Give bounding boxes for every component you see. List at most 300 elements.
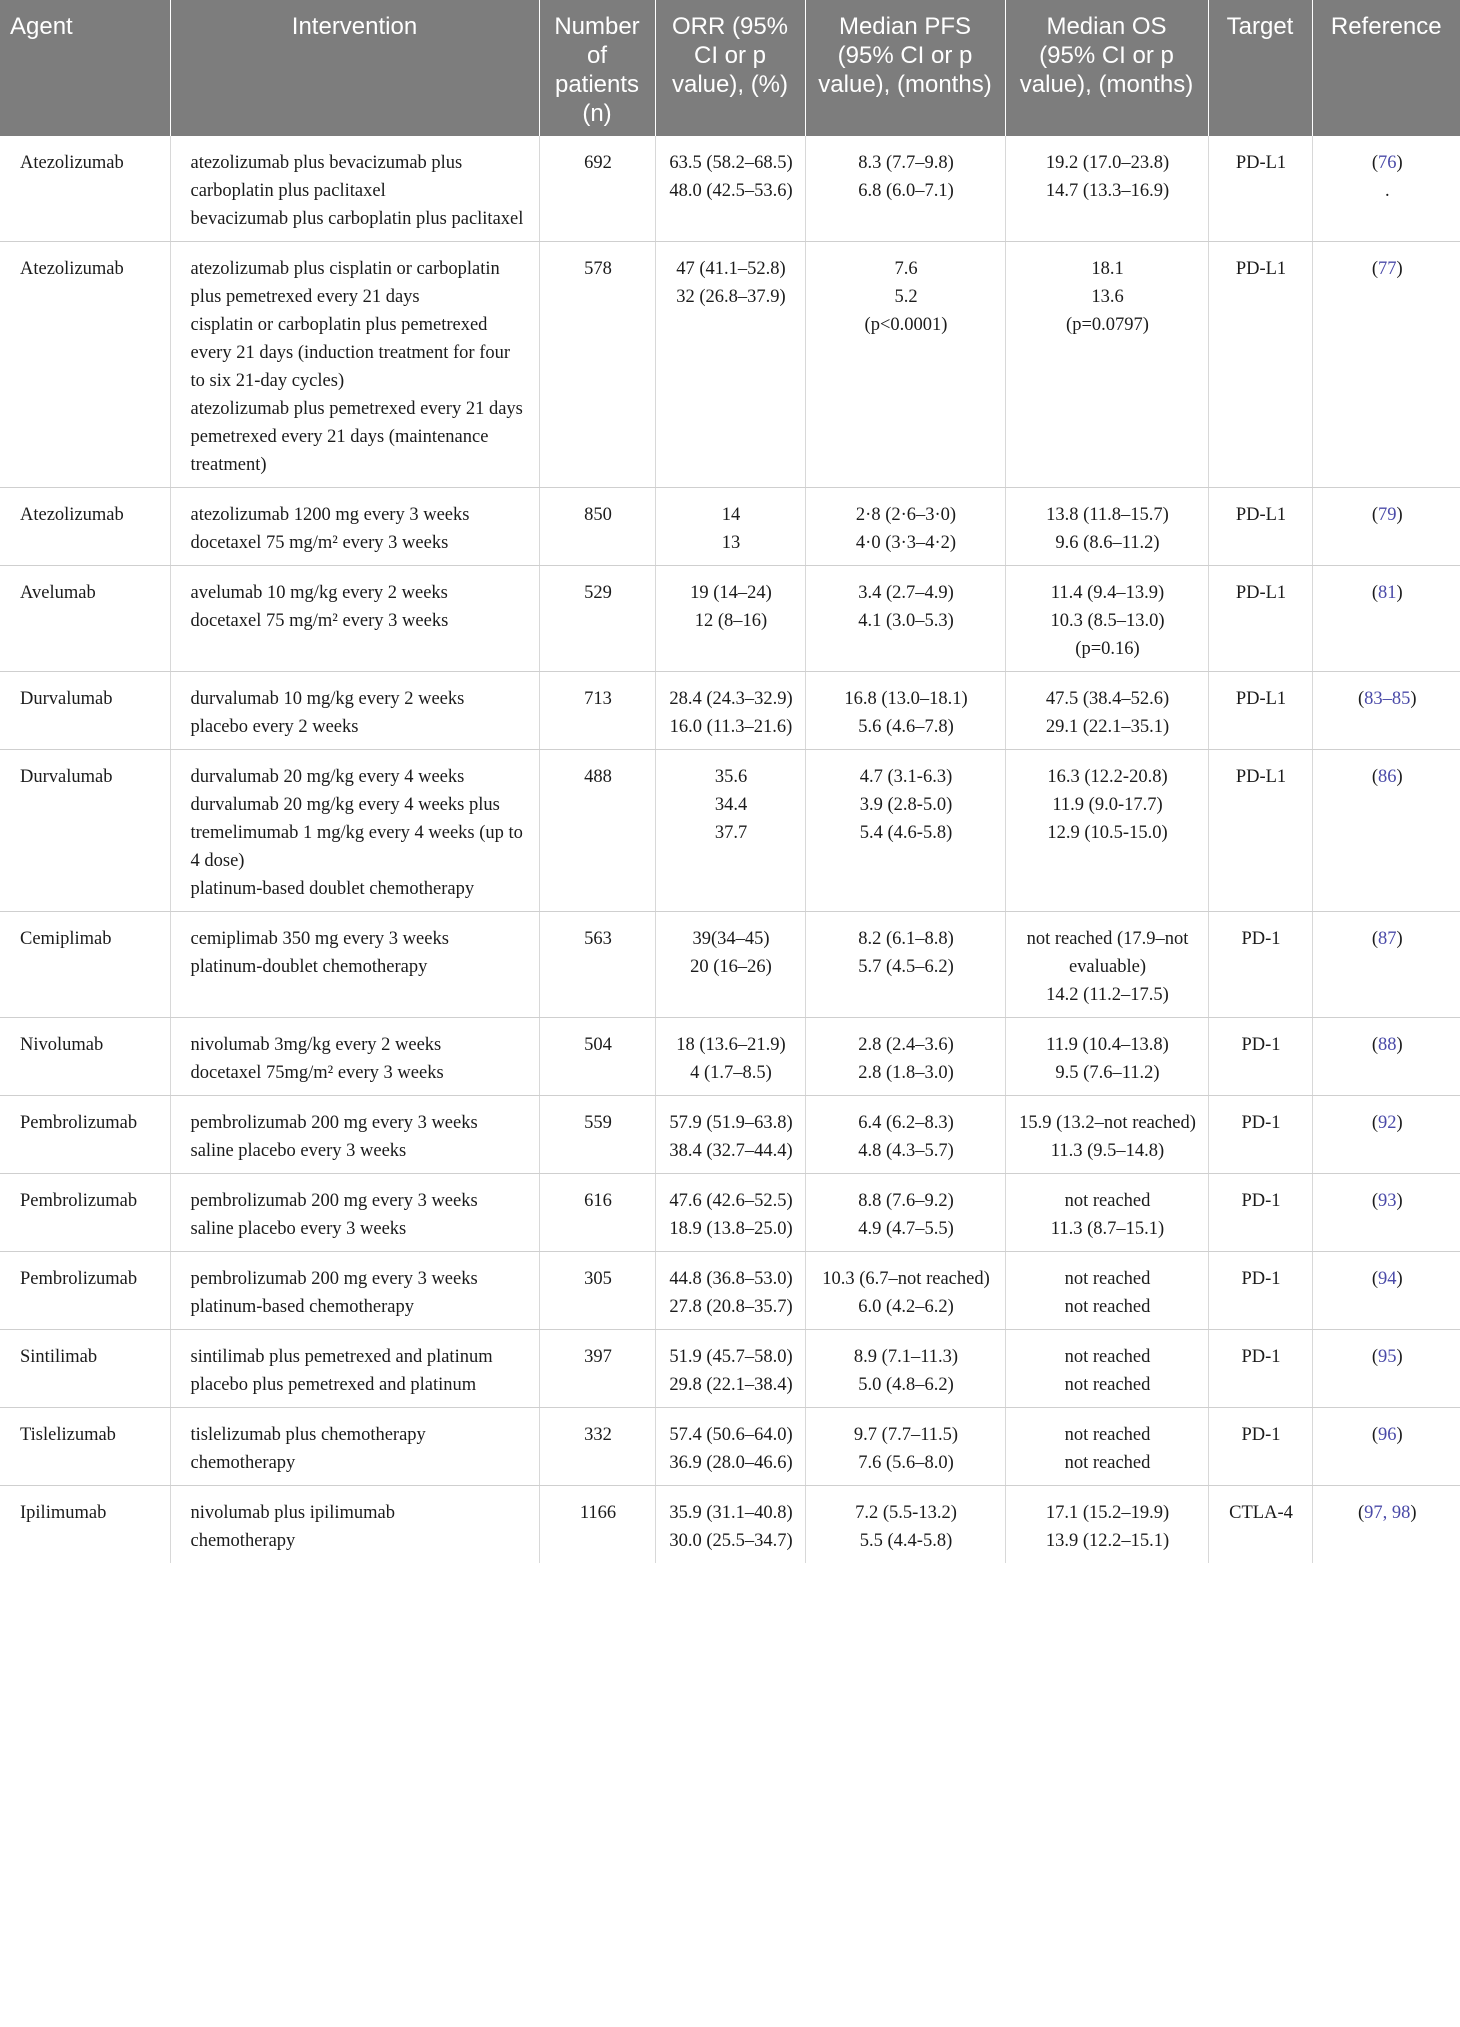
patients-count: 578 (584, 259, 612, 279)
patients-count: 1166 (579, 1503, 617, 1523)
os-line: 11.9 (10.4–13.8) (1046, 1035, 1169, 1055)
pfs-line: 2·8 (2·6–3·0) (855, 505, 957, 525)
reference-citation[interactable] (1325, 1265, 1451, 1293)
os-line: 13.8 (11.8–15.7) (1046, 505, 1169, 525)
reference-link: 93 (1378, 1191, 1397, 1211)
intervention-line: platinum-based chemotherapy (190, 1297, 414, 1317)
agent-cell (0, 136, 170, 242)
reference-link: 92 (1378, 1113, 1397, 1133)
os-line: 11.4 (9.4–13.9) (1050, 583, 1165, 603)
reference-open-paren: ( (1371, 929, 1378, 949)
pfs-cell (805, 750, 1005, 912)
os-cell (1005, 1018, 1208, 1096)
intervention-line: pembrolizumab 200 mg every 3 weeks (190, 1269, 478, 1289)
reference-link: 77 (1378, 259, 1397, 279)
reference-open-paren: ( (1371, 583, 1378, 603)
reference-open-paren: ( (1371, 767, 1378, 787)
orr-cell (655, 1408, 805, 1486)
pfs-line: 5.5 (4.4-5.8) (859, 1531, 953, 1551)
patients-count: 305 (584, 1269, 612, 1289)
os-line: (p=0.0797) (1066, 315, 1149, 335)
os-line: not reached (1064, 1453, 1151, 1473)
intervention-line: avelumab 10 mg/kg every 2 weeks (190, 583, 448, 603)
reference-close-paren: ) (1396, 259, 1403, 279)
reference-open-paren: ( (1371, 1035, 1378, 1055)
pfs-line: 2.8 (1.8–3.0) (858, 1063, 954, 1083)
orr-line: 19 (14–24) (690, 583, 772, 603)
intervention-cell (170, 488, 539, 566)
target-cell (1208, 488, 1312, 566)
intervention-line: pembrolizumab 200 mg every 3 weeks (190, 1191, 478, 1211)
reference-extra: . (1384, 181, 1390, 201)
reference-open-paren: ( (1371, 1425, 1378, 1445)
agent-name: Sintilimab (20, 1347, 98, 1367)
os-line: 16.3 (12.2-20.8) (1047, 767, 1168, 787)
pfs-line: 4.1 (3.0–5.3) (858, 611, 954, 631)
pfs-line: 9.7 (7.7–11.5) (853, 1425, 959, 1445)
orr-line: 51.9 (45.7–58.0) (669, 1347, 793, 1367)
patients-count: 850 (584, 505, 612, 525)
table-row (0, 1018, 1460, 1096)
intervention-line: docetaxel 75 mg/m² every 3 weeks (190, 611, 449, 631)
pfs-cell (805, 1096, 1005, 1174)
intervention-line: atezolizumab plus pemetrexed every 21 days (190, 399, 523, 419)
os-line: 17.1 (15.2–19.9) (1045, 1503, 1170, 1523)
pfs-cell (805, 1174, 1005, 1252)
patients-count: 397 (584, 1347, 612, 1367)
target-value: PD-1 (1241, 1269, 1281, 1289)
os-cell (1005, 912, 1208, 1018)
orr-line: 38.4 (32.7–44.4) (669, 1141, 793, 1161)
patients-cell (539, 1252, 655, 1330)
header-pfs: Median PFS (95% CI or p value), (months) (805, 0, 1005, 136)
table-row (0, 750, 1460, 912)
target-cell (1208, 136, 1312, 242)
os-cell (1005, 1096, 1208, 1174)
orr-cell (655, 1252, 805, 1330)
agent-name: Atezolizumab (20, 259, 124, 279)
pfs-line: 8.8 (7.6–9.2) (858, 1191, 954, 1211)
agent-name: Ipilimumab (20, 1503, 107, 1523)
reference-link: 83–85 (1364, 689, 1411, 709)
reference-link: 86 (1378, 767, 1397, 787)
reference-link: 95 (1378, 1347, 1397, 1367)
intervention-cell (170, 136, 539, 242)
agent-cell (0, 750, 170, 912)
orr-cell (655, 1486, 805, 1564)
intervention-cell (170, 1174, 539, 1252)
target-value: PD-L1 (1235, 689, 1287, 709)
orr-cell (655, 488, 805, 566)
reference-citation[interactable] (1325, 1343, 1451, 1371)
intervention-line: platinum-doublet chemotherapy (190, 957, 428, 977)
target-cell (1208, 1252, 1312, 1330)
pfs-line: (p<0.0001) (864, 315, 948, 335)
reference-open-paren: ( (1371, 1269, 1378, 1289)
intervention-line: atezolizumab plus bevacizumab plus carboplatin plus paclitaxel (190, 153, 463, 201)
reference-citation[interactable] (1325, 1187, 1451, 1215)
intervention-cell (170, 1018, 539, 1096)
reference-citation[interactable] (1325, 255, 1451, 283)
os-line: not reached (17.9–not evaluable) (1026, 929, 1189, 977)
intervention-line: chemotherapy (190, 1453, 296, 1473)
table-row (0, 1174, 1460, 1252)
reference-open-paren: ( (1371, 259, 1378, 279)
target-cell (1208, 1330, 1312, 1408)
orr-line: 12 (8–16) (694, 611, 768, 631)
agent-name: Durvalumab (20, 689, 113, 709)
target-value: PD-L1 (1235, 153, 1287, 173)
reference-cell (1312, 1330, 1460, 1408)
orr-line: 14 (721, 505, 741, 525)
os-line: 9.5 (7.6–11.2) (1055, 1063, 1160, 1083)
pfs-cell (805, 242, 1005, 488)
pfs-cell (805, 1330, 1005, 1408)
target-value: PD-1 (1241, 1113, 1281, 1133)
agent-cell (0, 1330, 170, 1408)
os-line: 11.9 (9.0-17.7) (1052, 795, 1163, 815)
target-cell (1208, 566, 1312, 672)
orr-line: 34.4 (714, 795, 748, 815)
orr-cell (655, 912, 805, 1018)
reference-cell (1312, 242, 1460, 488)
pfs-line: 3.9 (2.8-5.0) (859, 795, 953, 815)
intervention-cell (170, 912, 539, 1018)
os-line: 12.9 (10.5-15.0) (1047, 823, 1168, 843)
agent-cell (0, 242, 170, 488)
patients-count: 529 (584, 583, 612, 603)
intervention-line: cemiplimab 350 mg every 3 weeks (190, 929, 449, 949)
orr-line: 18.9 (13.8–25.0) (669, 1219, 793, 1239)
agent-cell (0, 488, 170, 566)
patients-cell (539, 136, 655, 242)
table-row (0, 912, 1460, 1018)
patients-cell (539, 1174, 655, 1252)
patients-count: 692 (584, 153, 612, 173)
intervention-line: placebo plus pemetrexed and platinum (190, 1375, 477, 1395)
orr-line: 20 (16–26) (690, 957, 772, 977)
pfs-cell (805, 1486, 1005, 1564)
reference-cell (1312, 488, 1460, 566)
pfs-line: 4.7 (3.1-6.3) (859, 767, 953, 787)
orr-line: 47.6 (42.6–52.5) (669, 1191, 793, 1211)
reference-open-paren: ( (1371, 1347, 1378, 1367)
reference-citation[interactable] (1325, 1109, 1451, 1137)
os-cell (1005, 1174, 1208, 1252)
orr-line: 4 (1.7–8.5) (690, 1063, 772, 1083)
reference-cell (1312, 1096, 1460, 1174)
header-patients: Number of patients (n) (539, 0, 655, 136)
reference-citation[interactable] (1325, 1421, 1451, 1449)
agent-name: Pembrolizumab (20, 1191, 138, 1211)
reference-citation[interactable] (1325, 501, 1451, 529)
os-line: not reached (1064, 1297, 1151, 1317)
orr-cell (655, 566, 805, 672)
pfs-line: 8.2 (6.1–8.8) (858, 929, 954, 949)
intervention-line: saline placebo every 3 weeks (190, 1219, 407, 1239)
patients-cell (539, 488, 655, 566)
patients-cell (539, 1330, 655, 1408)
pfs-cell (805, 566, 1005, 672)
pfs-line: 7.6 (894, 259, 918, 279)
reference-cell (1312, 912, 1460, 1018)
reference-citation[interactable] (1325, 149, 1451, 177)
target-cell (1208, 1096, 1312, 1174)
os-cell (1005, 1408, 1208, 1486)
os-cell (1005, 136, 1208, 242)
target-cell (1208, 242, 1312, 488)
agent-name: Durvalumab (20, 767, 113, 787)
os-line: 18.1 (1091, 259, 1124, 279)
reference-cell (1312, 1174, 1460, 1252)
intervention-cell (170, 566, 539, 672)
header-reference: Reference (1312, 0, 1460, 136)
pfs-line: 7.6 (5.6–8.0) (858, 1453, 954, 1473)
pfs-line: 10.3 (6.7–not reached) (822, 1269, 990, 1289)
table-row (0, 1252, 1460, 1330)
orr-line: 27.8 (20.8–35.7) (669, 1297, 793, 1317)
os-line: 14.7 (13.3–16.9) (1045, 181, 1170, 201)
table-row (0, 488, 1460, 566)
patients-count: 332 (584, 1425, 612, 1445)
patients-cell (539, 750, 655, 912)
os-cell (1005, 566, 1208, 672)
reference-close-paren: ) (1396, 1113, 1403, 1133)
target-cell (1208, 1174, 1312, 1252)
agent-name: Atezolizumab (20, 153, 124, 173)
patients-cell (539, 1018, 655, 1096)
reference-cell (1312, 136, 1460, 242)
reference-link: 87 (1378, 929, 1397, 949)
os-line: not reached (1064, 1347, 1151, 1367)
reference-link: 96 (1378, 1425, 1397, 1445)
pfs-line: 5.7 (4.5–6.2) (858, 957, 954, 977)
intervention-line: nivolumab 3mg/kg every 2 weeks (190, 1035, 442, 1055)
patients-count: 713 (584, 689, 612, 709)
intervention-line: atezolizumab plus cisplatin or carboplatin plus pemetrexed every 21 days (190, 259, 500, 307)
pfs-line: 6.0 (4.2–6.2) (858, 1297, 954, 1317)
reference-link: 88 (1378, 1035, 1397, 1055)
reference-open-paren: ( (1357, 689, 1365, 709)
patients-cell (539, 1486, 655, 1564)
pfs-line: 4.8 (4.3–5.7) (858, 1141, 954, 1161)
reference-cell (1312, 566, 1460, 672)
patients-cell (539, 1096, 655, 1174)
intervention-cell (170, 1408, 539, 1486)
target-cell (1208, 750, 1312, 912)
intervention-line: durvalumab 10 mg/kg every 2 weeks (190, 689, 465, 709)
reference-link: 94 (1378, 1269, 1397, 1289)
pfs-line: 5.4 (4.6-5.8) (859, 823, 953, 843)
table-header (0, 0, 1460, 136)
intervention-line: platinum-based doublet chemotherapy (190, 879, 475, 899)
os-line: not reached (1064, 1425, 1151, 1445)
os-cell (1005, 488, 1208, 566)
agent-cell (0, 1408, 170, 1486)
target-value: PD-1 (1241, 1191, 1281, 1211)
reference-close-paren: ) (1410, 1503, 1417, 1523)
agent-cell (0, 1096, 170, 1174)
intervention-cell (170, 1486, 539, 1564)
patients-cell (539, 566, 655, 672)
os-line: (p=0.16) (1075, 639, 1140, 659)
reference-citation[interactable] (1325, 1031, 1451, 1059)
target-cell (1208, 1018, 1312, 1096)
pfs-cell (805, 672, 1005, 750)
pfs-line: 4.9 (4.7–5.5) (858, 1219, 954, 1239)
table-row (0, 672, 1460, 750)
patients-count: 563 (584, 929, 612, 949)
reference-cell (1312, 1018, 1460, 1096)
intervention-line: sintilimab plus pemetrexed and platinum (190, 1347, 493, 1367)
intervention-line: durvalumab 20 mg/kg every 4 weeks plus tremelimumab 1 mg/kg every 4 weeks (up to 4 dose) (190, 795, 523, 871)
intervention-cell (170, 1252, 539, 1330)
agent-cell (0, 912, 170, 1018)
pfs-line: 6.8 (6.0–7.1) (858, 181, 954, 201)
pfs-cell (805, 912, 1005, 1018)
table-row (0, 1096, 1460, 1174)
table-row (0, 1408, 1460, 1486)
orr-line: 37.7 (714, 823, 748, 843)
pfs-line: 16.8 (13.0–18.1) (844, 689, 968, 709)
os-cell (1005, 1486, 1208, 1564)
reference-citation[interactable] (1325, 685, 1451, 713)
orr-line: 63.5 (58.2–68.5) (669, 153, 793, 173)
reference-close-paren: ) (1410, 689, 1417, 709)
intervention-line: pemetrexed every 21 days (maintenance treatment) (190, 427, 489, 475)
intervention-cell (170, 1330, 539, 1408)
intervention-line: cisplatin or carboplatin plus pemetrexed every 21 days (induction treatment for four to six 21-day cycles) (190, 315, 511, 391)
reference-link: 79 (1378, 505, 1397, 525)
agent-name: Cemiplimab (20, 929, 112, 949)
reference-link: 76 (1378, 153, 1397, 173)
patients-count: 559 (584, 1113, 612, 1133)
intervention-line: tislelizumab plus chemotherapy (190, 1425, 426, 1445)
header-intervention: Intervention (170, 0, 539, 136)
pfs-line: 5.0 (4.8–6.2) (858, 1375, 954, 1395)
patients-count: 504 (584, 1035, 612, 1055)
intervention-line: docetaxel 75mg/m² every 3 weeks (190, 1063, 444, 1083)
reference-citation[interactable] (1325, 1499, 1451, 1527)
os-line: not reached (1064, 1375, 1151, 1395)
agent-cell (0, 1252, 170, 1330)
agent-name: Pembrolizumab (20, 1269, 138, 1289)
orr-line: 44.8 (36.8–53.0) (669, 1269, 793, 1289)
orr-line: 32 (26.8–37.9) (676, 287, 786, 307)
os-line: not reached (1064, 1269, 1151, 1289)
orr-cell (655, 136, 805, 242)
os-line: not reached (1064, 1191, 1151, 1211)
pfs-line: 7.2 (5.5-13.2) (855, 1503, 957, 1523)
agent-name: Tislelizumab (20, 1425, 116, 1445)
table-row (0, 1330, 1460, 1408)
os-cell (1005, 1252, 1208, 1330)
reference-citation[interactable] (1325, 925, 1451, 953)
pfs-line: 5.6 (4.6–7.8) (858, 717, 954, 737)
reference-open-paren: ( (1371, 1113, 1378, 1133)
table-row (0, 566, 1460, 672)
reference-close-paren: ) (1396, 505, 1403, 525)
target-value: PD-1 (1241, 1347, 1281, 1367)
intervention-cell (170, 242, 539, 488)
table-row (0, 242, 1460, 488)
reference-open-paren: ( (1371, 153, 1378, 173)
orr-cell (655, 750, 805, 912)
intervention-line: placebo every 2 weeks (190, 717, 359, 737)
target-value: PD-L1 (1235, 259, 1287, 279)
table-row (0, 1486, 1460, 1564)
agent-name: Pembrolizumab (20, 1113, 138, 1133)
pfs-line: 6.4 (6.2–8.3) (858, 1113, 954, 1133)
target-value: PD-1 (1241, 1425, 1281, 1445)
orr-cell (655, 242, 805, 488)
orr-line: 18 (13.6–21.9) (676, 1035, 786, 1055)
orr-line: 35.9 (31.1–40.8) (669, 1503, 793, 1523)
target-value: PD-1 (1241, 1035, 1281, 1055)
reference-close-paren: ) (1396, 1269, 1403, 1289)
reference-close-paren: ) (1396, 1191, 1403, 1211)
reference-cell (1312, 750, 1460, 912)
reference-link: 97, 98 (1364, 1503, 1411, 1523)
pfs-line: 2.8 (2.4–3.6) (858, 1035, 954, 1055)
reference-citation[interactable] (1325, 763, 1451, 791)
header-orr: ORR (95% CI or p value), (%) (655, 0, 805, 136)
intervention-line: durvalumab 20 mg/kg every 4 weeks (190, 767, 465, 787)
header-agent: Agent (0, 0, 170, 136)
header-target: Target (1208, 0, 1312, 136)
os-line: 10.3 (8.5–13.0) (1050, 611, 1165, 631)
os-cell (1005, 750, 1208, 912)
agent-cell (0, 1018, 170, 1096)
pfs-line: 8.3 (7.7–9.8) (858, 153, 954, 173)
patients-count: 488 (584, 767, 612, 787)
reference-cell (1312, 672, 1460, 750)
orr-line: 47 (41.1–52.8) (676, 259, 786, 279)
os-cell (1005, 242, 1208, 488)
reference-close-paren: ) (1396, 1035, 1403, 1055)
target-value: PD-1 (1241, 929, 1281, 949)
agent-cell (0, 1486, 170, 1564)
target-value: CTLA-4 (1229, 1503, 1293, 1523)
os-line: 13.6 (1091, 287, 1124, 307)
pfs-cell (805, 1252, 1005, 1330)
intervention-line: chemotherapy (190, 1531, 296, 1551)
reference-cell (1312, 1408, 1460, 1486)
os-line: 47.5 (38.4–52.6) (1045, 689, 1170, 709)
pfs-line: 4·0 (3·3–4·2) (855, 533, 957, 553)
os-line: 9.6 (8.6–11.2) (1055, 533, 1160, 553)
os-line: 29.1 (22.1–35.1) (1045, 717, 1170, 737)
pfs-cell (805, 136, 1005, 242)
reference-citation[interactable] (1325, 579, 1451, 607)
patients-cell (539, 672, 655, 750)
orr-cell (655, 1018, 805, 1096)
intervention-cell (170, 1096, 539, 1174)
orr-line: 39(34–45) (692, 929, 770, 949)
pfs-cell (805, 488, 1005, 566)
orr-line: 57.4 (50.6–64.0) (669, 1425, 793, 1445)
target-value: PD-L1 (1235, 505, 1287, 525)
patients-cell (539, 1408, 655, 1486)
patients-cell (539, 912, 655, 1018)
reference-open-paren: ( (1371, 505, 1378, 525)
orr-line: 30.0 (25.5–34.7) (669, 1531, 793, 1551)
reference-cell (1312, 1486, 1460, 1564)
orr-cell (655, 1330, 805, 1408)
target-cell (1208, 1486, 1312, 1564)
header-os: Median OS (95% CI or p value), (months) (1005, 0, 1208, 136)
intervention-line: atezolizumab 1200 mg every 3 weeks (190, 505, 470, 525)
